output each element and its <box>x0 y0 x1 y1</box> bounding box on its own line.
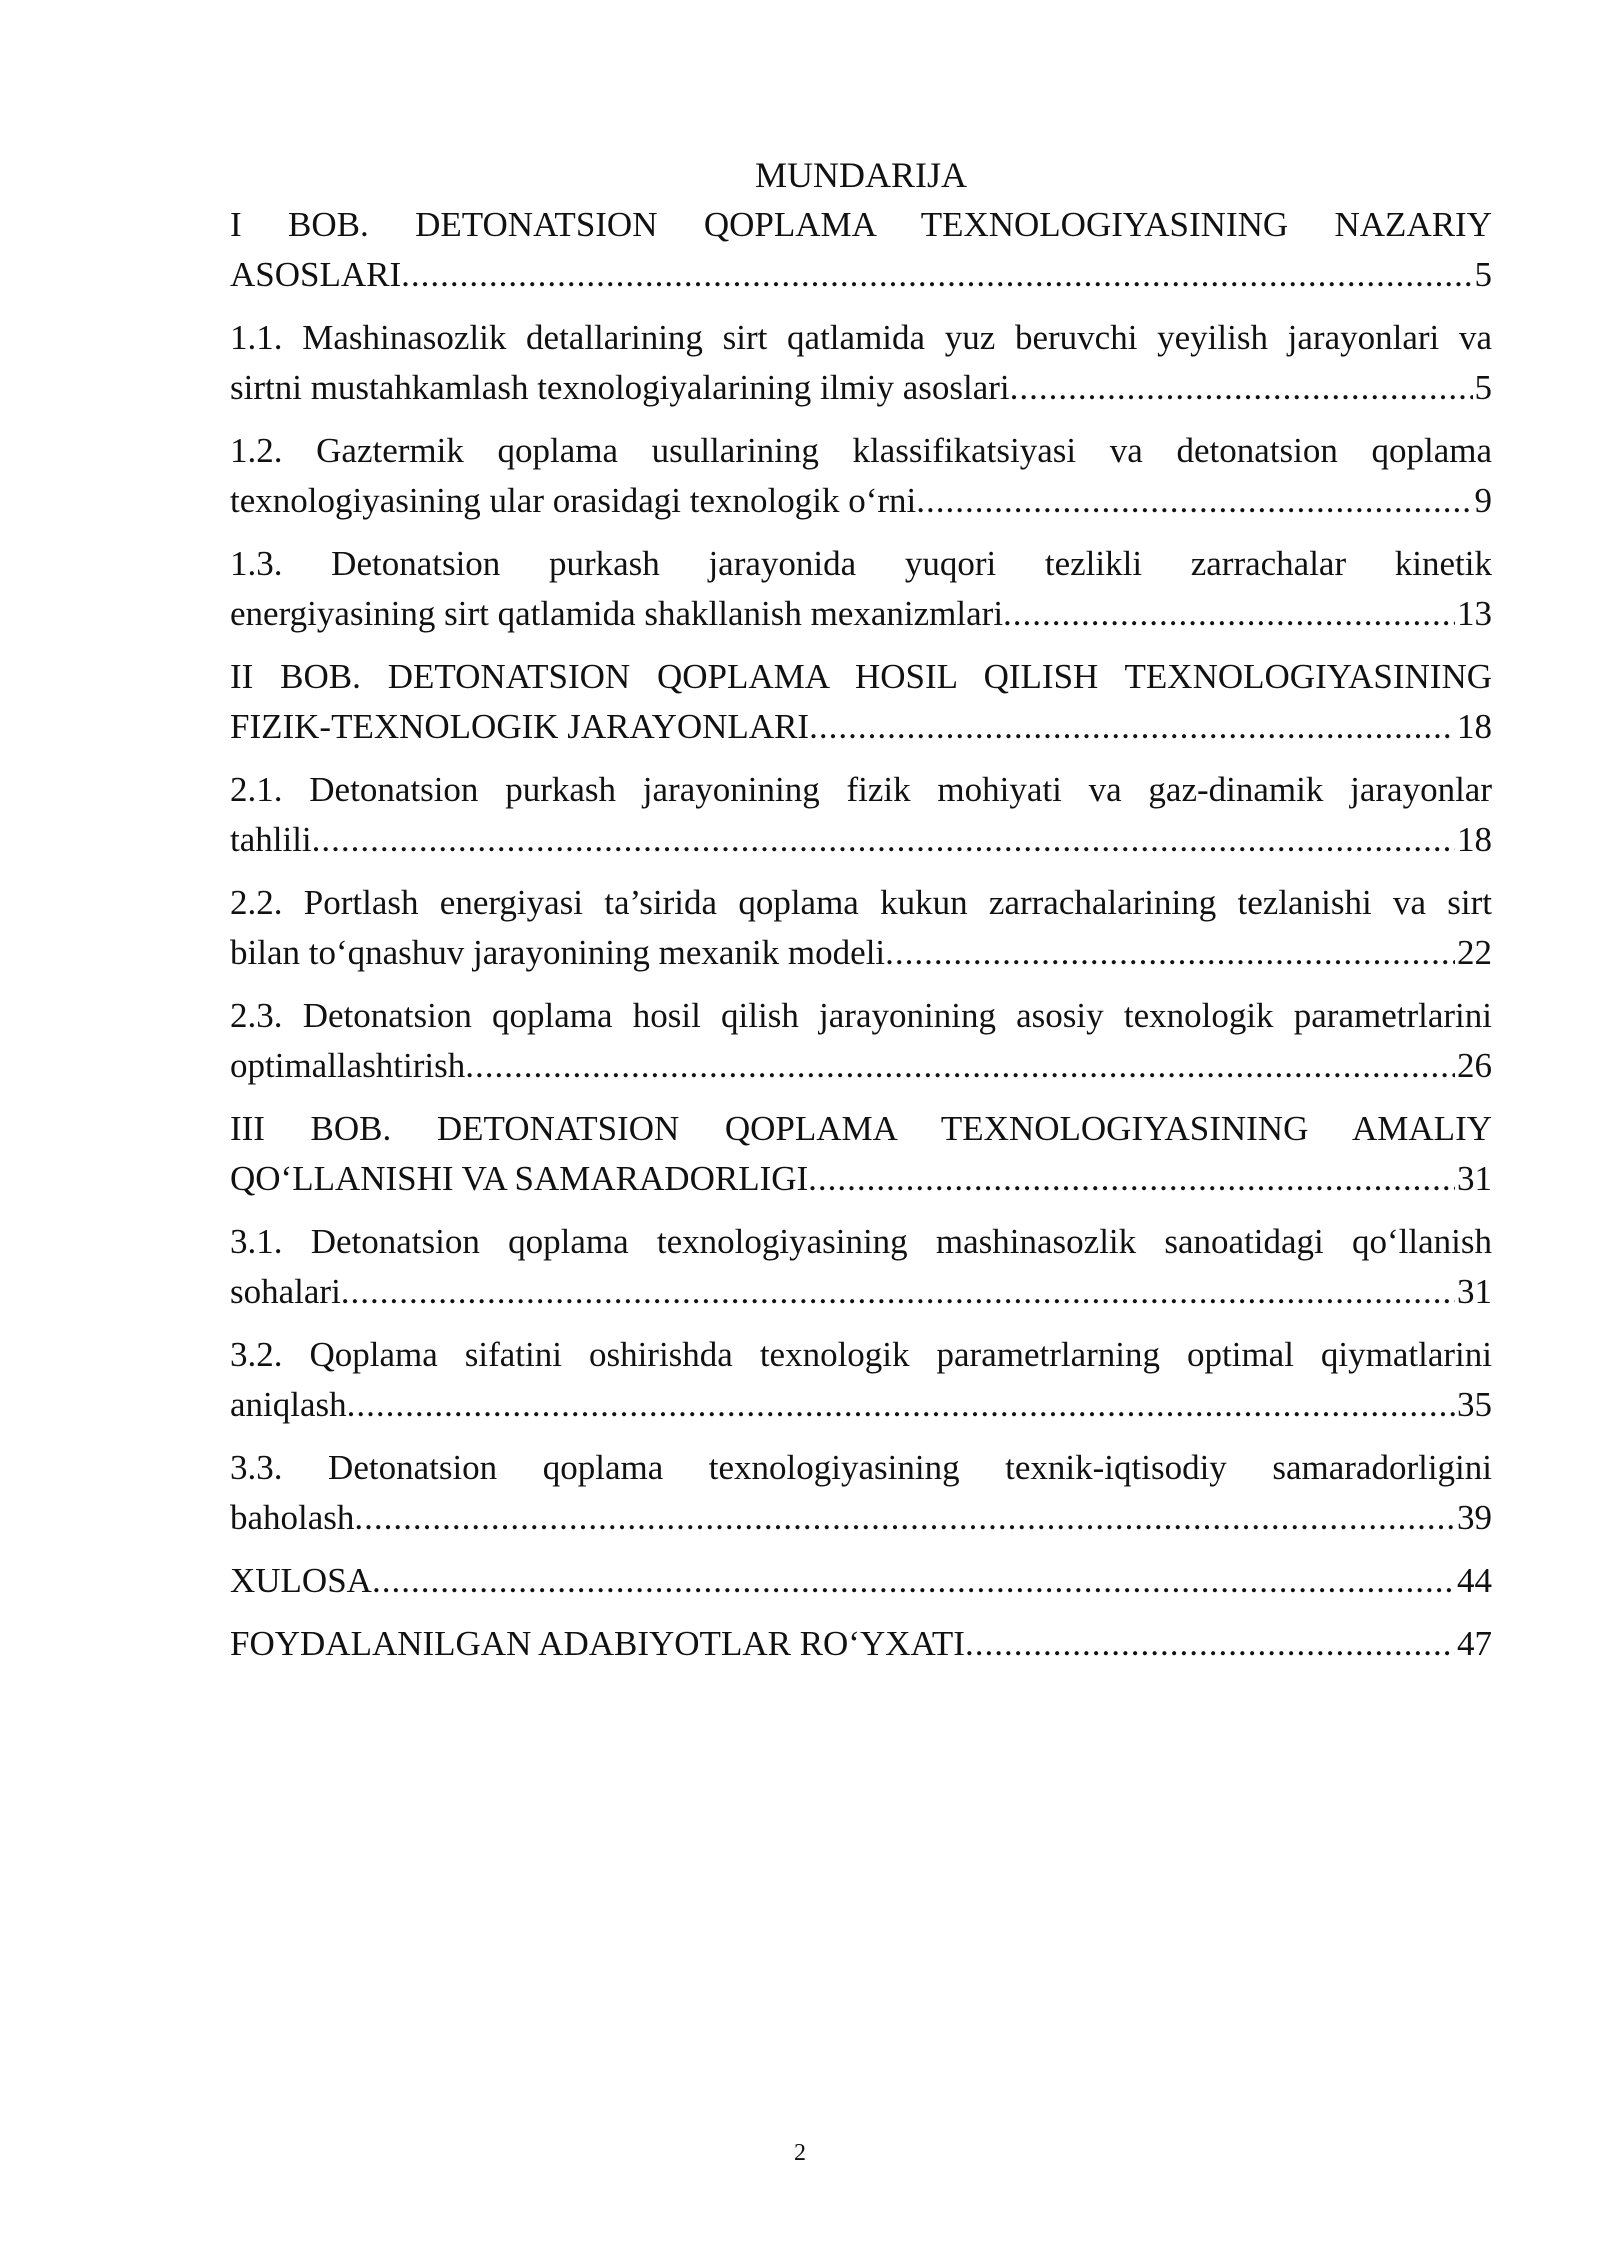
toc-entry-line <box>230 250 1492 300</box>
toc-entry[interactable] <box>230 200 1492 300</box>
toc-entry-line <box>230 815 1492 865</box>
toc-entry-text: texnologiyasining ular orasidagi texnologik o‘rni <box>230 481 917 520</box>
toc-entry-text: sohalari <box>230 1272 341 1311</box>
toc-entry[interactable] <box>230 878 1492 978</box>
toc-entry-heading: III BOB. DETONATSION QOPLAMA TEXNOLOGIYASINING AMALIY <box>230 1109 1492 1148</box>
toc-entry-text: ASOSLARI <box>230 255 402 294</box>
toc-page-number: 44 <box>1457 1561 1492 1600</box>
dot-leader <box>916 476 1472 526</box>
toc-entry-heading: 3.1. Detonatsion qoplama texnologiyasining mashinasozlik sanoatidagi qo‘llanish <box>230 1222 1492 1261</box>
toc-entry[interactable] <box>230 1556 1492 1606</box>
toc-entry-line <box>230 1041 1492 1091</box>
dot-leader <box>1003 589 1455 639</box>
toc-entry[interactable] <box>230 652 1492 752</box>
toc-entry-text: QO‘LLANISHI VA SAMARADORLIGI <box>230 1159 809 1198</box>
toc-entry-line <box>230 363 1492 413</box>
toc-entry-line <box>230 1380 1492 1430</box>
toc-list <box>230 200 1492 1669</box>
toc-entry-text: bilan to‘qnashuv jarayonining mexanik modeli <box>230 933 886 972</box>
toc-entry-line <box>230 928 1492 978</box>
toc-entry[interactable] <box>230 991 1492 1091</box>
toc-entry-heading: 2.2. Portlash energiyasi ta’sirida qoplama kukun zarrachalarining tezlanishi va sirt <box>230 883 1492 922</box>
toc-entry-line <box>230 1154 1492 1204</box>
toc-entry-line <box>230 1556 1492 1606</box>
toc-entry[interactable] <box>230 765 1492 865</box>
toc-entry[interactable] <box>230 426 1492 526</box>
toc-page-number: 26 <box>1457 1046 1492 1085</box>
toc-page-number: 31 <box>1457 1159 1492 1198</box>
toc-page-number: 22 <box>1457 933 1492 972</box>
toc-page-number: 35 <box>1457 1385 1492 1424</box>
toc-entry[interactable] <box>230 1217 1492 1317</box>
toc-entry[interactable] <box>230 313 1492 413</box>
toc-entry[interactable] <box>230 1619 1492 1669</box>
dot-leader <box>341 1267 1455 1317</box>
toc-entry-heading: II BOB. DETONATSION QOPLAMA HOSIL QILISH TEXNOLOGIYASINING <box>230 657 1492 696</box>
toc-entry-text: XULOSA <box>230 1561 372 1600</box>
dot-leader <box>808 1154 1455 1204</box>
dot-leader <box>885 928 1455 978</box>
toc-page-number: 18 <box>1457 707 1492 746</box>
toc-page-number: 9 <box>1474 481 1492 520</box>
toc-page-number: 18 <box>1457 820 1492 859</box>
toc-entry[interactable] <box>230 1104 1492 1204</box>
toc-entry[interactable] <box>230 1443 1492 1543</box>
toc-entry-line <box>230 1493 1492 1543</box>
toc-entry-heading: 1.3. Detonatsion purkash jarayonida yuqori tezlikli zarrachalar kinetik <box>230 544 1492 583</box>
toc-entry-text: optimallashtirish <box>230 1046 466 1085</box>
toc-entry-text: aniqlash <box>230 1385 347 1424</box>
toc-entry-heading: 2.3. Detonatsion qoplama hosil qilish jarayonining asosiy texnologik parametrlarini <box>230 996 1492 1035</box>
toc-page-number: 39 <box>1457 1498 1492 1537</box>
dot-leader <box>965 1619 1455 1669</box>
toc-title: MUNDARIJA <box>754 155 967 195</box>
toc-entry-line <box>230 476 1492 526</box>
toc-entry-heading: 3.3. Detonatsion qoplama texnologiyasining texnik-iqtisodiy samaradorligini <box>230 1448 1492 1487</box>
toc-entry-line <box>230 702 1492 752</box>
dot-leader <box>465 1041 1455 1091</box>
dot-leader <box>354 1493 1455 1543</box>
toc-entry-heading: 1.1. Mashinasozlik detallarining sirt qatlamida yuz beruvchi yeyilish jarayonlari va <box>230 318 1492 357</box>
toc-entry-text: sirtni mustahkamlash texnologiyalarining ilmiy asoslari <box>230 368 1010 407</box>
toc-entry-text: energiyasining sirt qatlamida shakllanish mexanizmlari <box>230 594 1004 633</box>
toc-page-number: 31 <box>1457 1272 1492 1311</box>
toc-entry-text: tahlili <box>230 820 312 859</box>
dot-leader <box>372 1556 1455 1606</box>
dot-leader <box>1010 363 1473 413</box>
toc-page-number: 13 <box>1457 594 1492 633</box>
dot-leader <box>347 1380 1455 1430</box>
toc-page-number: 5 <box>1474 368 1492 407</box>
dot-leader <box>312 815 1455 865</box>
toc-entry-text: FIZIK-TEXNOLOGIK JARAYONLARI <box>230 707 810 746</box>
toc-entry-heading: 3.2. Qoplama sifatini oshirishda texnologik parametrlarning optimal qiymatlarini <box>230 1335 1492 1374</box>
toc-entry[interactable] <box>230 539 1492 639</box>
toc-page-number: 47 <box>1457 1624 1492 1663</box>
document-page <box>230 150 1492 1682</box>
toc-entry-line <box>230 589 1492 639</box>
dot-leader <box>401 250 1472 300</box>
toc-entry-heading: 1.2. Gaztermik qoplama usullarining klassifikatsiyasi va detonatsion qoplama <box>230 431 1492 470</box>
toc-entry-text: FOYDALANILGAN ADABIYOTLAR RO‘YXATI <box>230 1624 965 1663</box>
page-number: 2 <box>794 2140 806 2166</box>
toc-entry-line <box>230 1267 1492 1317</box>
toc-entry[interactable] <box>230 1330 1492 1430</box>
toc-entry-text: baholash <box>230 1498 355 1537</box>
dot-leader <box>809 702 1455 752</box>
toc-page-number: 5 <box>1474 255 1492 294</box>
toc-entry-heading: 2.1. Detonatsion purkash jarayonining fizik mohiyati va gaz-dinamik jarayonlar <box>230 770 1492 809</box>
toc-entry-heading: I BOB. DETONATSION QOPLAMA TEXNOLOGIYASINING NAZARIY <box>230 205 1492 244</box>
toc-entry-line <box>230 1619 1492 1669</box>
